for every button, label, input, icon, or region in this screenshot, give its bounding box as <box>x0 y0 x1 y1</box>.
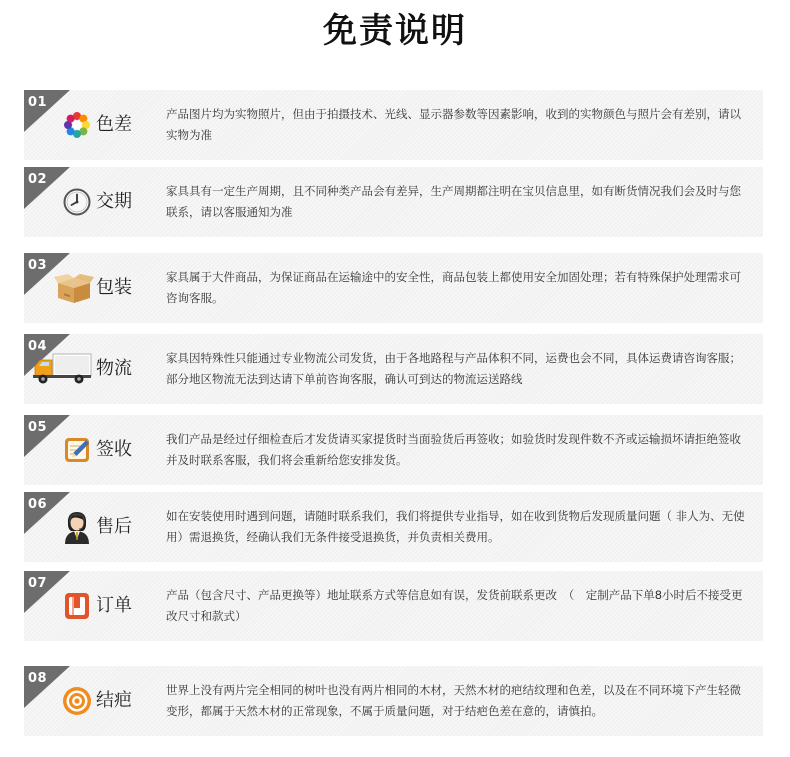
item-number: 07 <box>28 576 48 591</box>
wood-knot-icon <box>60 684 94 718</box>
sign-pen-icon <box>60 433 94 467</box>
item-description: 产品（包含尺寸、产品更换等）地址联系方式等信息如有误，发货前联系更改 （ 定制产品下单8小时后不接受更改尺寸和款式） <box>166 588 743 623</box>
item-label: 订单 <box>96 595 132 616</box>
disclaimer-item-logistics <box>24 334 763 404</box>
clock-icon <box>60 185 94 219</box>
item-number: 01 <box>28 95 48 110</box>
item-number: 02 <box>28 172 48 187</box>
item-label: 物流 <box>96 358 132 379</box>
item-description: 家具因特殊性只能通过专业物流公司发货，由于各地路程与产品体积不同，运费也会不同，具体运费请咨询客服；部分地区物流无法到达请下单前咨询客服，确认可到达的物流运送路线 <box>166 351 741 386</box>
customer-service-icon <box>60 510 94 544</box>
page-title: 免责说明 <box>323 11 467 51</box>
item-label: 结疤 <box>96 690 132 711</box>
item-label: 售后 <box>96 516 132 537</box>
item-description: 如在安装使用时遇到问题，请随时联系我们，我们将提供专业指导，如在收到货物后发现质量问题（ 非人为、无使用）需退换货，经确认我们无条件接受退换货，并负责相关费用。 <box>166 509 745 544</box>
disclaimer-item-sign-for <box>24 415 763 485</box>
item-description: 家具属于大件商品，为保证商品在运输途中的安全性，商品包装上都使用安全加固处理；若有特殊保护处理需求可咨询客服。 <box>166 270 741 305</box>
item-label: 交期 <box>96 191 132 212</box>
item-label: 签收 <box>96 439 132 460</box>
disclaimer-item-color-difference <box>24 90 763 160</box>
disclaimer-item-lead-time <box>24 167 763 237</box>
item-description: 我们产品是经过仔细检查后才发货请买家提货时当面验货后再签收；如验货时发现件数不齐或运输损坏请拒绝签收并及时联系客服，我们将会重新给您安排发货。 <box>166 432 741 467</box>
item-number: 05 <box>28 420 48 435</box>
disclaimer-item-order <box>24 571 763 641</box>
item-number: 04 <box>28 339 48 354</box>
disclaimer-item-wood-knot <box>24 666 763 736</box>
item-description: 家具具有一定生产周期，且不同种类产品会有差异，生产周期都注明在宝贝信息里，如有断货情况我们会及时与您联系，请以客服通知为准 <box>166 184 741 219</box>
order-book-icon <box>60 589 94 623</box>
delivery-truck-icon <box>30 352 94 386</box>
item-number: 03 <box>28 258 48 273</box>
disclaimer-item-after-sales <box>24 492 763 562</box>
package-box-icon <box>52 271 96 305</box>
color-wheel-icon <box>60 108 94 142</box>
item-description: 世界上没有两片完全相同的树叶也没有两片相同的木材，天然木材的疤结纹理和色差，以及在不同环境下产生轻微变形，都属于天然木材的正常现象，不属于质量问题，对于结疤色差在意的，请慎拍。 <box>166 683 741 718</box>
item-description: 产品图片均为实物照片，但由于拍摄技术、光线、显示器参数等因素影响，收到的实物颜色与照片会有差别，请以实物为准 <box>166 107 741 142</box>
item-number: 06 <box>28 497 48 512</box>
item-label: 色差 <box>96 114 132 135</box>
item-label: 包装 <box>96 277 132 298</box>
item-number: 08 <box>28 671 48 686</box>
disclaimer-item-packaging <box>24 253 763 323</box>
